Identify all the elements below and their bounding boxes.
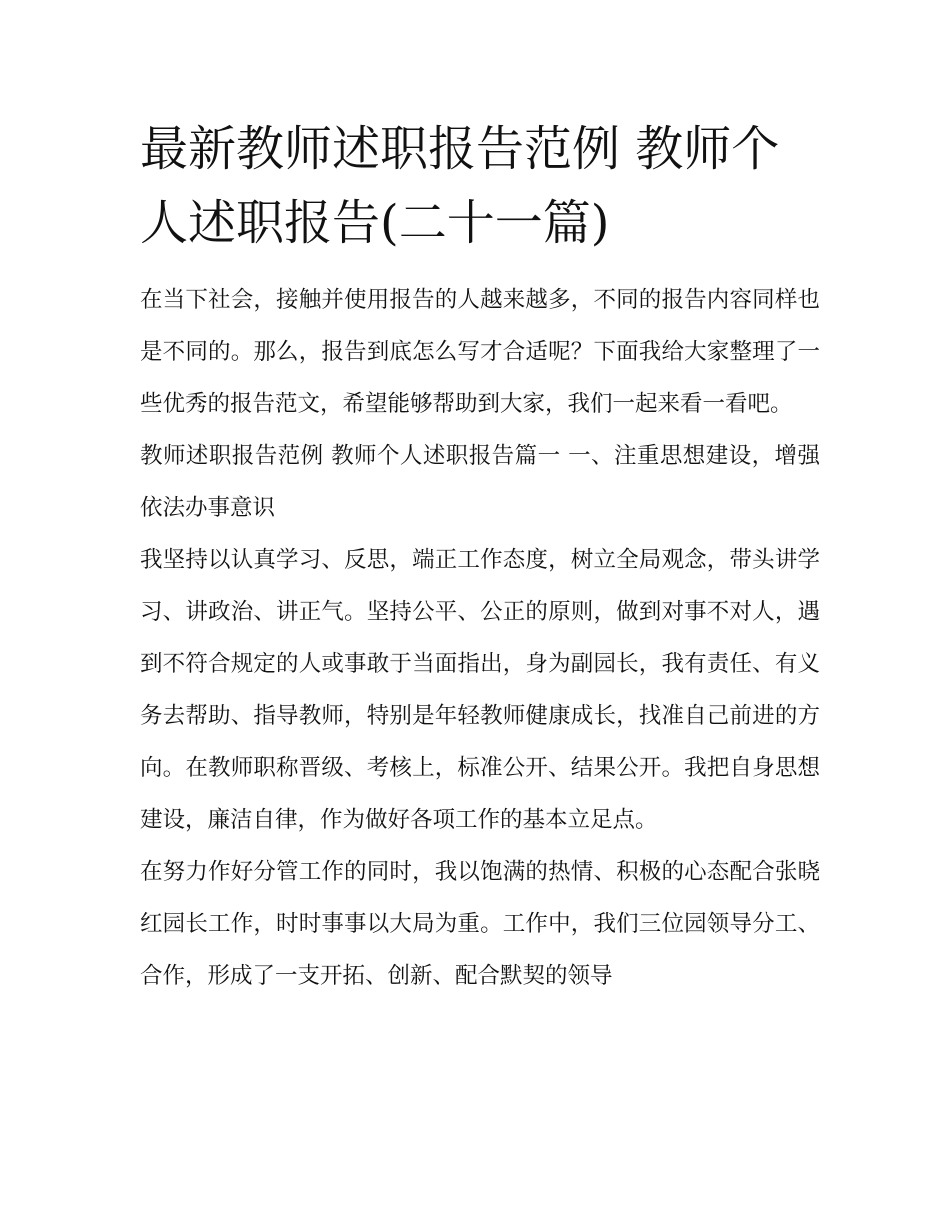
document-title: 最新教师述职报告范例 教师个人述职报告(二十一篇) (140, 121, 780, 251)
intro-paragraph: 在当下社会，接触并使用报告的人越来越多，不同的报告内容同样也是不同的。那么，报告到底怎么写才合适呢？下面我给大家整理了一些优秀的报告范文，希望能够帮助到大家，我们一起来看一看吧。 (140, 287, 820, 417)
body-paragraph-2: 在努力作好分管工作的同时，我以饱满的热情、积极的心态配合张晓红园长工作，时时事事以大局为重。工作中，我们三位园领导分工、合作，形成了一支开拓、创新、配合默契的领导 (140, 859, 820, 989)
body-paragraph-1: 我坚持以认真学习、反思，端正工作态度，树立全局观念，带头讲学习、讲政治、讲正气。坚持公平、公正的原则，做到对事不对人，遇到不符合规定的人或事敢于当面指出，身为副园长，我有责任、有义务去帮助、指导教师，特别是年轻教师健康成长，找准自己前进的方向。在教师职称晋级、考核上，标准公开、结果公开。我把自身思想建设，廉洁自律，作为做好各项工作的基本立足点。 (140, 547, 820, 833)
section-heading: 教师述职报告范例 教师个人述职报告篇一 一、注重思想建设，增强依法办事意识 (140, 443, 820, 521)
document-page (140, 112, 820, 1002)
